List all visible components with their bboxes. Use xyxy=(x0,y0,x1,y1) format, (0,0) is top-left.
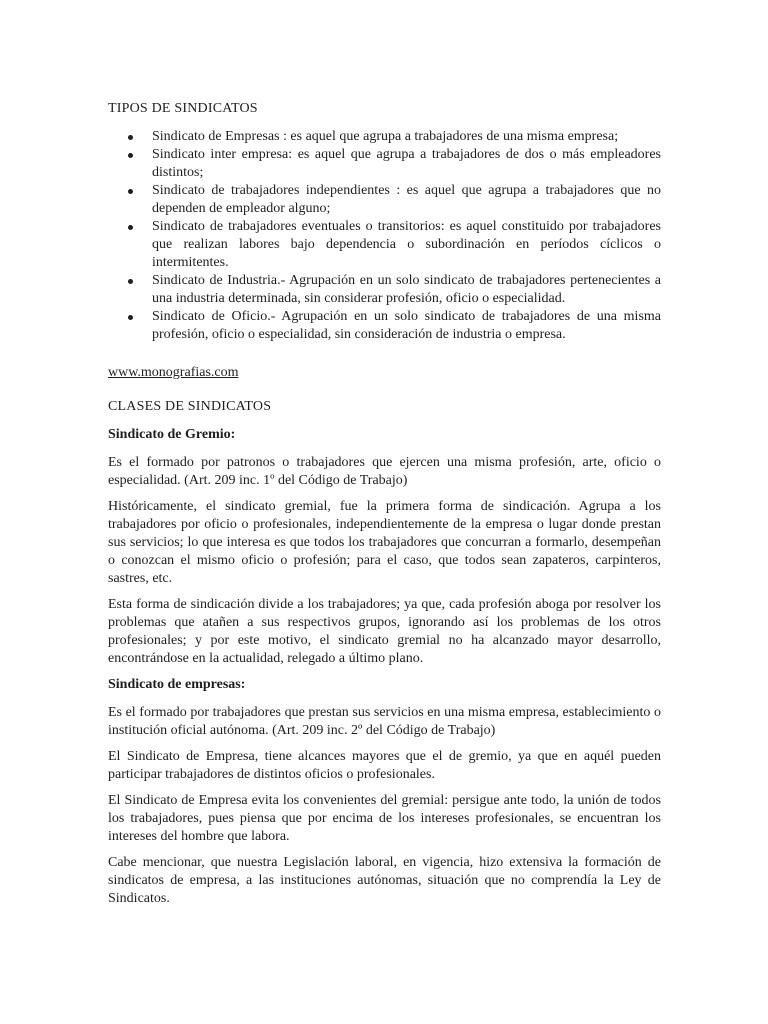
paragraph: Es el formado por trabajadores que prestan sus servicios en una misma empresa, establecimiento o institución oficial autónoma. (Art. 209 inc. 2º del Código de Trabajo) xyxy=(108,705,661,738)
document-body xyxy=(108,100,661,916)
paragraph: El Sindicato de Empresa, tiene alcances mayores que el de gremio, ya que en aquél pueden participar trabajadores de distintos oficios o profesionales. xyxy=(108,749,661,782)
bullet-icon xyxy=(128,315,133,320)
paragraph: Esta forma de sindicación divide a los trabajadores; ya que, cada profesión aboga por resolver los problemas que atañen a sus respectivos grupos, ignorando así los problemas de los otros profesionales; y por este motivo, el sindicato gremial no ha alcanzado mayor desarrollo, encontrándose en la actualidad, relegado a último plano. xyxy=(108,597,661,666)
list-item: Sindicato de Industria.- Agrupación en un solo sindicato de trabajadores pertenecientes a una industria determinada, sin considerar profesión, oficio o especialidad. xyxy=(108,272,661,308)
paragraph: Históricamente, el sindicato gremial, fue la primera forma de sindicación. Agrupa a los trabajadores por oficio o profesionales, independientemente de la empresa o lugar donde prestan sus servicios; lo que interesa es que todos los trabajadores que concurran a formarlo, desempeñan o conozcan el mismo oficio o profesión; para el caso, que todos sean zapateros, carpinteros, sastres, etc. xyxy=(108,499,661,586)
list-item: Sindicato de trabajadores independientes : es aquel que agrupa a trabajadores que no dependen de empleador alguno; xyxy=(108,182,661,218)
paragraph: El Sindicato de Empresa evita los convenientes del gremial: persigue ante todo, la unión de todos los trabajadores, pues piensa que por encima de los intereses profesionales, se encuentran los intereses del hombre que labora. xyxy=(108,793,661,844)
heading-tipos: TIPOS DE SINDICATOS xyxy=(108,101,258,116)
subheading-empresas: Sindicato de empresas: xyxy=(108,677,246,692)
bullet-icon xyxy=(128,189,133,194)
heading-clases: CLASES DE SINDICATOS xyxy=(108,399,272,414)
bullet-icon xyxy=(128,135,133,140)
bullet-icon xyxy=(128,225,133,230)
bullet-icon xyxy=(128,153,133,158)
subheading-gremio: Sindicato de Gremio: xyxy=(108,427,236,442)
paragraph: Es el formado por patronos o trabajadores que ejercen una misma profesión, arte, oficio o especialidad. (Art. 209 inc. 1º del Código de Trabajo) xyxy=(108,455,661,488)
list-item: Sindicato de Empresas : es aquel que agrupa a trabajadores de una misma empresa; xyxy=(108,128,661,146)
list-item: Sindicato de Oficio.- Agrupación en un solo sindicato de trabajadores de una misma profesión, oficio o especialidad, sin consideración de industria o empresa. xyxy=(108,308,661,344)
source-link[interactable]: www.monografias.com xyxy=(108,365,239,380)
paragraph: Cabe mencionar, que nuestra Legislación laboral, en vigencia, hizo extensiva la formación de sindicatos de empresa, a las instituciones autónomas, situación que no comprendía la Ley de Sindicatos. xyxy=(108,855,661,906)
tipos-list xyxy=(108,128,661,344)
bullet-icon xyxy=(128,279,133,284)
list-item: Sindicato inter empresa: es aquel que agrupa a trabajadores de dos o más empleadores distintos; xyxy=(108,146,661,182)
list-item: Sindicato de trabajadores eventuales o transitorios: es aquel constituido por trabajadores que realizan labores bajo dependencia o subordinación en períodos cíclicos o intermitentes. xyxy=(108,218,661,272)
